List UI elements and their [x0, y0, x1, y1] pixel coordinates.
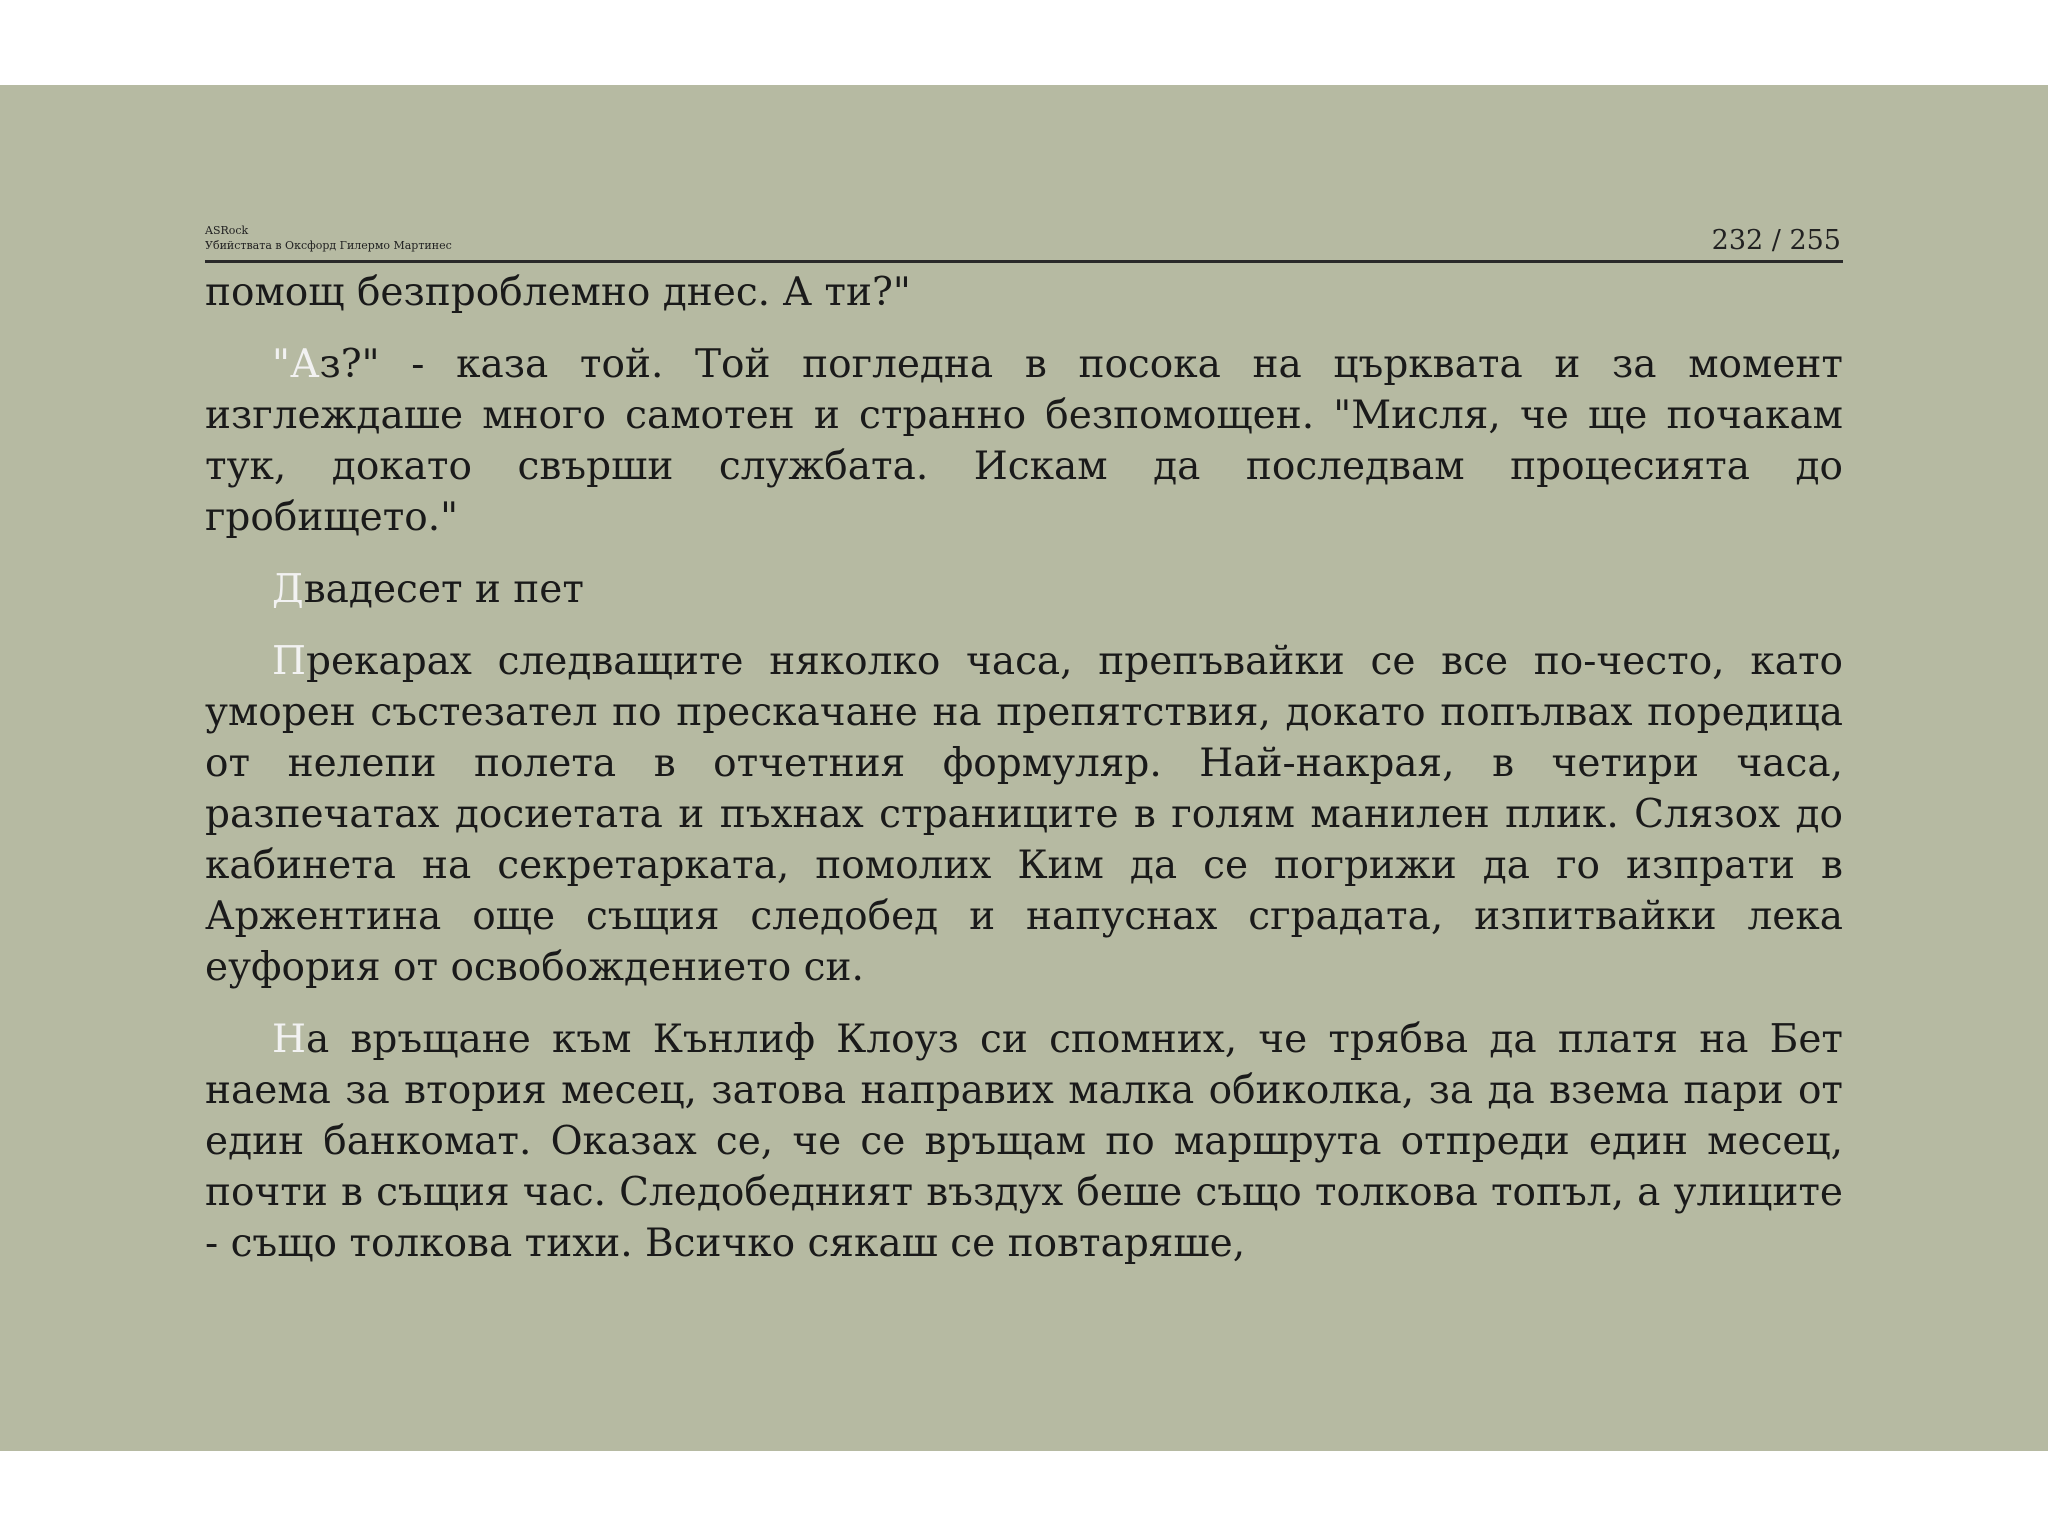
author-name: ASRock: [205, 224, 249, 237]
drop-cap: Н: [272, 1017, 307, 1062]
paragraph-text: рекарах следващите няколко часа, препъвайки се все по-често, като уморен състезател по прескачане на препятствия, докато попълвах поредица от нелепи полета в отчетния формуляр. Най-накрая, в четири часа, разпечатах досиетата и пъхнах страниците в голям манилен плик. Слязох до кабинета на секретарката, помолих Ким да се погрижи да го изпрати в Аржентина още същия следобед и напуснах сградата, изпитвайки лека еуфория от освобождението си.: [205, 639, 1843, 990]
paragraph-text: помощ безпроблемно днес. А ти?": [205, 270, 911, 315]
paragraph: [205, 339, 1843, 543]
book-title: Убийствата в Оксфорд Гилермо Мартинес: [205, 239, 452, 252]
drop-cap: П: [272, 639, 307, 684]
page-number: 232 / 255: [1711, 225, 1841, 256]
paragraph-text: а връщане към Кънлиф Клоуз си спомних, че трябва да платя на Бет наема за втория месец, затова направих малка обиколка, за да взема пари от един банкомат. Оказах се, че се връщам по маршрута отпреди един месец, почти в същия час. Следобедният въздух беше също толкова топъл, а улиците - също толкова тихи. Всичко сякаш се повтаряше,: [205, 1017, 1843, 1266]
reader-screen: [0, 85, 2048, 1451]
drop-cap: "А: [272, 342, 320, 387]
paragraph: [205, 267, 1843, 318]
page-header: [205, 220, 1843, 263]
drop-cap: Д: [272, 567, 304, 612]
chapter-heading: [205, 564, 1843, 615]
paragraph-text: з?" - каза той. Той погледна в посока на църквата и за момент изглеждаше много самотен и странно безпомощен. "Мисля, че ще почакам тук, докато свърши службата. Искам да последвам процесията до гробището.": [205, 342, 1843, 540]
paragraph: [205, 1014, 1843, 1269]
book-page[interactable]: [205, 220, 1843, 1290]
chapter-heading-text: вадесет и пет: [303, 567, 584, 612]
page-text: [205, 267, 1843, 1269]
paragraph: [205, 636, 1843, 993]
